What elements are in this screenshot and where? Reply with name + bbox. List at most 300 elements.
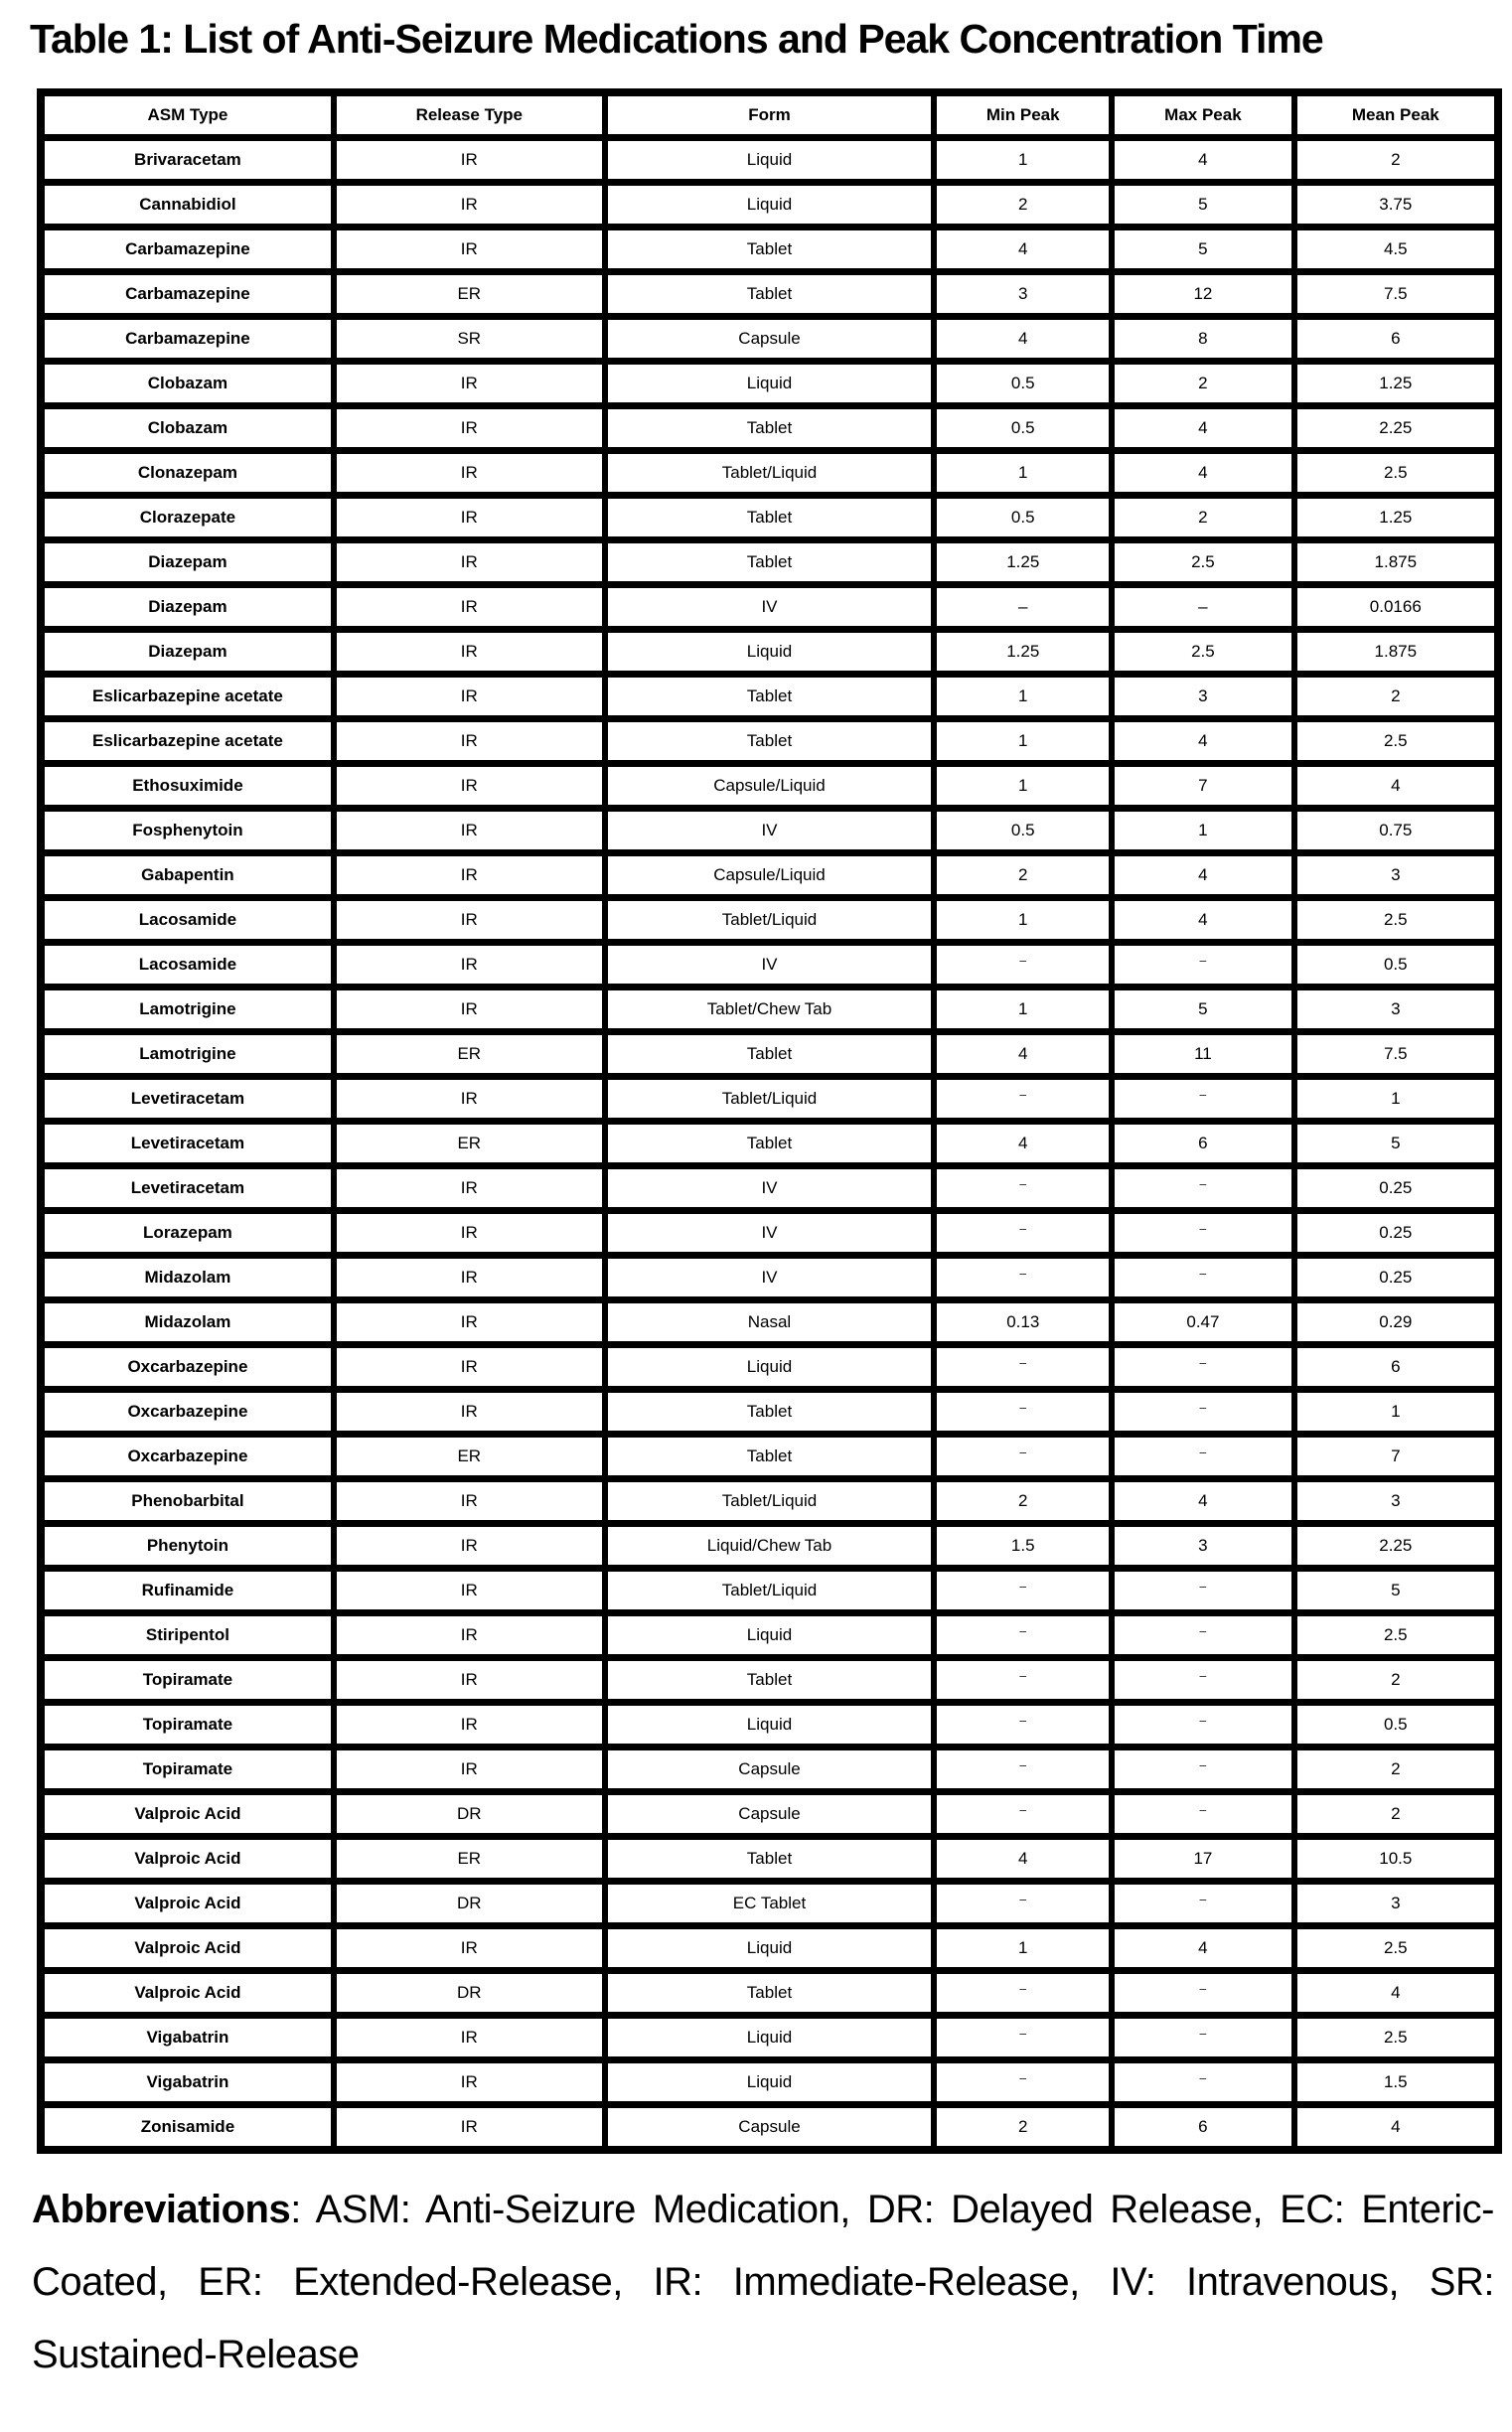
max-peak-cell: ⁻ bbox=[1112, 1390, 1293, 1435]
asm-type-cell: Phenytoin bbox=[41, 1524, 334, 1569]
mean-peak-cell: 2 bbox=[1294, 675, 1498, 719]
max-peak-cell: 7 bbox=[1112, 764, 1293, 809]
mean-peak-cell: 5 bbox=[1294, 1122, 1498, 1166]
min-peak-cell: 0.5 bbox=[934, 406, 1112, 451]
min-peak-cell: ⁻ bbox=[934, 1658, 1112, 1703]
column-header: Mean Peak bbox=[1294, 92, 1498, 138]
max-peak-cell: ⁻ bbox=[1112, 1971, 1293, 2016]
table-row bbox=[41, 451, 1498, 496]
mean-peak-cell: 0.0166 bbox=[1294, 585, 1498, 630]
mean-peak-cell: 2.5 bbox=[1294, 2016, 1498, 2060]
max-peak-cell: ⁻ bbox=[1112, 1569, 1293, 1613]
mean-peak-cell: 0.5 bbox=[1294, 943, 1498, 988]
table-row bbox=[41, 2016, 1498, 2060]
table-row bbox=[41, 1882, 1498, 1926]
asm-type-cell: Topiramate bbox=[41, 1658, 334, 1703]
mean-peak-cell: 0.25 bbox=[1294, 1256, 1498, 1300]
min-peak-cell: ⁻ bbox=[934, 1166, 1112, 1211]
table-row bbox=[41, 183, 1498, 228]
form-cell: Liquid bbox=[605, 183, 935, 228]
table-row bbox=[41, 1211, 1498, 1256]
release-type-cell: SR bbox=[334, 317, 605, 362]
release-type-cell: IR bbox=[334, 1524, 605, 1569]
release-type-cell: IR bbox=[334, 1748, 605, 1792]
form-cell: Tablet bbox=[605, 496, 935, 540]
max-peak-cell: ⁻ bbox=[1112, 1658, 1293, 1703]
min-peak-cell: 0.13 bbox=[934, 1300, 1112, 1345]
max-peak-cell: 4 bbox=[1112, 451, 1293, 496]
table-row bbox=[41, 1077, 1498, 1122]
release-type-cell: IR bbox=[334, 138, 605, 183]
mean-peak-cell: 2 bbox=[1294, 1748, 1498, 1792]
form-cell: IV bbox=[605, 1166, 935, 1211]
asm-type-cell: Carbamazepine bbox=[41, 272, 334, 317]
release-type-cell: IR bbox=[334, 675, 605, 719]
asm-type-cell: Vigabatrin bbox=[41, 2060, 334, 2105]
table-row bbox=[41, 1390, 1498, 1435]
form-cell: Capsule/Liquid bbox=[605, 764, 935, 809]
form-cell: Tablet bbox=[605, 1032, 935, 1077]
mean-peak-cell: 4 bbox=[1294, 2105, 1498, 2151]
release-type-cell: IR bbox=[334, 1926, 605, 1971]
table-row bbox=[41, 1166, 1498, 1211]
form-cell: Tablet/Liquid bbox=[605, 1479, 935, 1524]
table-row bbox=[41, 585, 1498, 630]
mean-peak-cell: 0.5 bbox=[1294, 1703, 1498, 1748]
min-peak-cell: ⁻ bbox=[934, 1211, 1112, 1256]
release-type-cell: IR bbox=[334, 1613, 605, 1658]
min-peak-cell: ⁻ bbox=[934, 1390, 1112, 1435]
release-type-cell: IR bbox=[334, 2105, 605, 2151]
asm-type-cell: Valproic Acid bbox=[41, 1837, 334, 1882]
asm-type-cell: Eslicarbazepine acetate bbox=[41, 675, 334, 719]
mean-peak-cell: 4 bbox=[1294, 764, 1498, 809]
mean-peak-cell: 1.5 bbox=[1294, 2060, 1498, 2105]
form-cell: Tablet bbox=[605, 1435, 935, 1479]
min-peak-cell: ⁻ bbox=[934, 1792, 1112, 1837]
max-peak-cell: 3 bbox=[1112, 1524, 1293, 1569]
table-row bbox=[41, 272, 1498, 317]
max-peak-cell: 6 bbox=[1112, 1122, 1293, 1166]
max-peak-cell: 6 bbox=[1112, 2105, 1293, 2151]
release-type-cell: IR bbox=[334, 183, 605, 228]
release-type-cell: ER bbox=[334, 1032, 605, 1077]
table-row bbox=[41, 362, 1498, 406]
mean-peak-cell: 3 bbox=[1294, 1479, 1498, 1524]
form-cell: Liquid bbox=[605, 1345, 935, 1390]
abbreviations-label: Abbreviations bbox=[32, 2188, 291, 2231]
asm-type-cell: Valproic Acid bbox=[41, 1926, 334, 1971]
asm-type-cell: Carbamazepine bbox=[41, 228, 334, 272]
max-peak-cell: 0.47 bbox=[1112, 1300, 1293, 1345]
release-type-cell: DR bbox=[334, 1971, 605, 2016]
mean-peak-cell: 1.875 bbox=[1294, 630, 1498, 675]
table-row bbox=[41, 1926, 1498, 1971]
asm-type-cell: Brivaracetam bbox=[41, 138, 334, 183]
column-header: Form bbox=[605, 92, 935, 138]
min-peak-cell: ⁻ bbox=[934, 1077, 1112, 1122]
min-peak-cell: ⁻ bbox=[934, 1748, 1112, 1792]
mean-peak-cell: 7.5 bbox=[1294, 1032, 1498, 1077]
table-row bbox=[41, 1569, 1498, 1613]
footer-abbreviations bbox=[32, 2174, 1494, 2390]
max-peak-cell: ⁻ bbox=[1112, 1703, 1293, 1748]
table-row bbox=[41, 496, 1498, 540]
mean-peak-cell: 1.25 bbox=[1294, 362, 1498, 406]
min-peak-cell: 1 bbox=[934, 719, 1112, 764]
release-type-cell: IR bbox=[334, 451, 605, 496]
column-header: Min Peak bbox=[934, 92, 1112, 138]
table-row bbox=[41, 1435, 1498, 1479]
release-type-cell: IR bbox=[334, 540, 605, 585]
asm-type-cell: Clobazam bbox=[41, 362, 334, 406]
min-peak-cell: 1 bbox=[934, 898, 1112, 943]
mean-peak-cell: 6 bbox=[1294, 317, 1498, 362]
table-row bbox=[41, 943, 1498, 988]
min-peak-cell: 4 bbox=[934, 1837, 1112, 1882]
mean-peak-cell: 0.75 bbox=[1294, 809, 1498, 853]
asm-type-cell: Levetiracetam bbox=[41, 1122, 334, 1166]
max-peak-cell: 4 bbox=[1112, 406, 1293, 451]
max-peak-cell: ⁻ bbox=[1112, 1345, 1293, 1390]
release-type-cell: IR bbox=[334, 1166, 605, 1211]
min-peak-cell: ⁻ bbox=[934, 1971, 1112, 2016]
min-peak-cell: ⁻ bbox=[934, 1613, 1112, 1658]
mean-peak-cell: 0.25 bbox=[1294, 1166, 1498, 1211]
table-row bbox=[41, 228, 1498, 272]
min-peak-cell: 1.25 bbox=[934, 540, 1112, 585]
form-cell: IV bbox=[605, 585, 935, 630]
mean-peak-cell: 2.25 bbox=[1294, 1524, 1498, 1569]
max-peak-cell: 4 bbox=[1112, 719, 1293, 764]
max-peak-cell: 2 bbox=[1112, 362, 1293, 406]
form-cell: Tablet/Liquid bbox=[605, 1569, 935, 1613]
form-cell: Tablet bbox=[605, 1971, 935, 2016]
form-cell: Liquid bbox=[605, 1613, 935, 1658]
asm-type-cell: Zonisamide bbox=[41, 2105, 334, 2151]
release-type-cell: ER bbox=[334, 1837, 605, 1882]
release-type-cell: IR bbox=[334, 1211, 605, 1256]
asm-type-cell: Midazolam bbox=[41, 1256, 334, 1300]
table-row bbox=[41, 719, 1498, 764]
mean-peak-cell: 2.5 bbox=[1294, 1613, 1498, 1658]
release-type-cell: IR bbox=[334, 2016, 605, 2060]
mean-peak-cell: 2 bbox=[1294, 138, 1498, 183]
mean-peak-cell: 2.25 bbox=[1294, 406, 1498, 451]
asm-type-cell: Carbamazepine bbox=[41, 317, 334, 362]
form-cell: Tablet bbox=[605, 228, 935, 272]
form-cell: Tablet bbox=[605, 540, 935, 585]
release-type-cell: IR bbox=[334, 943, 605, 988]
min-peak-cell: 2 bbox=[934, 183, 1112, 228]
min-peak-cell: 2 bbox=[934, 853, 1112, 898]
min-peak-cell: 0.5 bbox=[934, 809, 1112, 853]
table-row bbox=[41, 1479, 1498, 1524]
asm-type-cell: Phenobarbital bbox=[41, 1479, 334, 1524]
table-row bbox=[41, 2060, 1498, 2105]
form-cell: Tablet/Chew Tab bbox=[605, 988, 935, 1032]
table-row bbox=[41, 630, 1498, 675]
mean-peak-cell: 2 bbox=[1294, 1658, 1498, 1703]
form-cell: Tablet bbox=[605, 1658, 935, 1703]
mean-peak-cell: 10.5 bbox=[1294, 1837, 1498, 1882]
min-peak-cell: 4 bbox=[934, 1122, 1112, 1166]
form-cell: IV bbox=[605, 1211, 935, 1256]
mean-peak-cell: 1.25 bbox=[1294, 496, 1498, 540]
form-cell: Tablet bbox=[605, 406, 935, 451]
mean-peak-cell: 2.5 bbox=[1294, 719, 1498, 764]
min-peak-cell: ⁻ bbox=[934, 1703, 1112, 1748]
max-peak-cell: ⁻ bbox=[1112, 1211, 1293, 1256]
release-type-cell: IR bbox=[334, 585, 605, 630]
release-type-cell: IR bbox=[334, 853, 605, 898]
table-row bbox=[41, 1613, 1498, 1658]
min-peak-cell: 1 bbox=[934, 138, 1112, 183]
max-peak-cell: 11 bbox=[1112, 1032, 1293, 1077]
form-cell: Liquid bbox=[605, 138, 935, 183]
release-type-cell: DR bbox=[334, 1792, 605, 1837]
form-cell: Capsule bbox=[605, 2105, 935, 2151]
mean-peak-cell: 7.5 bbox=[1294, 272, 1498, 317]
release-type-cell: IR bbox=[334, 1077, 605, 1122]
table-row bbox=[41, 1122, 1498, 1166]
asm-type-cell: Lamotrigine bbox=[41, 1032, 334, 1077]
form-cell: Liquid bbox=[605, 2060, 935, 2105]
max-peak-cell: ⁻ bbox=[1112, 1166, 1293, 1211]
max-peak-cell: 3 bbox=[1112, 675, 1293, 719]
asm-medications-table bbox=[37, 88, 1502, 2154]
min-peak-cell: 1.5 bbox=[934, 1524, 1112, 1569]
mean-peak-cell: 3 bbox=[1294, 1882, 1498, 1926]
asm-type-cell: Lacosamide bbox=[41, 898, 334, 943]
release-type-cell: IR bbox=[334, 1390, 605, 1435]
form-cell: Tablet bbox=[605, 1390, 935, 1435]
asm-type-cell: Diazepam bbox=[41, 585, 334, 630]
max-peak-cell: 4 bbox=[1112, 1926, 1293, 1971]
max-peak-cell: 5 bbox=[1112, 228, 1293, 272]
table-row bbox=[41, 764, 1498, 809]
max-peak-cell: 2.5 bbox=[1112, 630, 1293, 675]
table-row bbox=[41, 809, 1498, 853]
release-type-cell: IR bbox=[334, 1569, 605, 1613]
min-peak-cell: 0.5 bbox=[934, 362, 1112, 406]
form-cell: Tablet/Liquid bbox=[605, 1077, 935, 1122]
column-header: Release Type bbox=[334, 92, 605, 138]
mean-peak-cell: 0.25 bbox=[1294, 1211, 1498, 1256]
page-title: Table 1: List of Anti-Seizure Medications and Peak Concentration Time bbox=[30, 16, 1323, 62]
asm-type-cell: Oxcarbazepine bbox=[41, 1345, 334, 1390]
max-peak-cell: 1 bbox=[1112, 809, 1293, 853]
min-peak-cell: 1 bbox=[934, 764, 1112, 809]
release-type-cell: IR bbox=[334, 1703, 605, 1748]
min-peak-cell: 1.25 bbox=[934, 630, 1112, 675]
max-peak-cell: 5 bbox=[1112, 183, 1293, 228]
max-peak-cell: 5 bbox=[1112, 988, 1293, 1032]
max-peak-cell: ⁻ bbox=[1112, 943, 1293, 988]
asm-type-cell: Lorazepam bbox=[41, 1211, 334, 1256]
min-peak-cell: 4 bbox=[934, 228, 1112, 272]
table-row bbox=[41, 1524, 1498, 1569]
form-cell: Liquid bbox=[605, 362, 935, 406]
table-row bbox=[41, 1300, 1498, 1345]
asm-type-cell: Oxcarbazepine bbox=[41, 1390, 334, 1435]
column-header: ASM Type bbox=[41, 92, 334, 138]
form-cell: Liquid bbox=[605, 1703, 935, 1748]
max-peak-cell: 4 bbox=[1112, 898, 1293, 943]
asm-type-cell: Fosphenytoin bbox=[41, 809, 334, 853]
asm-type-cell: Stiripentol bbox=[41, 1613, 334, 1658]
table-row bbox=[41, 406, 1498, 451]
mean-peak-cell: 4 bbox=[1294, 1971, 1498, 2016]
release-type-cell: IR bbox=[334, 406, 605, 451]
min-peak-cell: – bbox=[934, 585, 1112, 630]
release-type-cell: DR bbox=[334, 1882, 605, 1926]
asm-type-cell: Diazepam bbox=[41, 630, 334, 675]
asm-type-cell: Valproic Acid bbox=[41, 1971, 334, 2016]
asm-type-cell: Lacosamide bbox=[41, 943, 334, 988]
release-type-cell: IR bbox=[334, 988, 605, 1032]
min-peak-cell: ⁻ bbox=[934, 1882, 1112, 1926]
table-row bbox=[41, 1792, 1498, 1837]
max-peak-cell: ⁻ bbox=[1112, 1256, 1293, 1300]
min-peak-cell: 0.5 bbox=[934, 496, 1112, 540]
form-cell: IV bbox=[605, 943, 935, 988]
table-row bbox=[41, 1256, 1498, 1300]
mean-peak-cell: 3 bbox=[1294, 853, 1498, 898]
mean-peak-cell: 2.5 bbox=[1294, 1926, 1498, 1971]
asm-type-cell: Rufinamide bbox=[41, 1569, 334, 1613]
release-type-cell: IR bbox=[334, 496, 605, 540]
form-cell: Tablet bbox=[605, 719, 935, 764]
max-peak-cell: ⁻ bbox=[1112, 2060, 1293, 2105]
asm-type-cell: Clonazepam bbox=[41, 451, 334, 496]
release-type-cell: IR bbox=[334, 898, 605, 943]
mean-peak-cell: 3.75 bbox=[1294, 183, 1498, 228]
form-cell: Liquid/Chew Tab bbox=[605, 1524, 935, 1569]
min-peak-cell: 2 bbox=[934, 1479, 1112, 1524]
table-row bbox=[41, 1837, 1498, 1882]
max-peak-cell: 8 bbox=[1112, 317, 1293, 362]
min-peak-cell: 1 bbox=[934, 675, 1112, 719]
min-peak-cell: ⁻ bbox=[934, 1435, 1112, 1479]
release-type-cell: IR bbox=[334, 228, 605, 272]
min-peak-cell: ⁻ bbox=[934, 943, 1112, 988]
release-type-cell: IR bbox=[334, 719, 605, 764]
form-cell: Tablet bbox=[605, 272, 935, 317]
max-peak-cell: ⁻ bbox=[1112, 1882, 1293, 1926]
mean-peak-cell: 1 bbox=[1294, 1077, 1498, 1122]
mean-peak-cell: 6 bbox=[1294, 1345, 1498, 1390]
form-cell: Tablet/Liquid bbox=[605, 898, 935, 943]
asm-type-cell: Diazepam bbox=[41, 540, 334, 585]
max-peak-cell: ⁻ bbox=[1112, 1613, 1293, 1658]
asm-type-cell: Cannabidiol bbox=[41, 183, 334, 228]
max-peak-cell: 4 bbox=[1112, 853, 1293, 898]
min-peak-cell: ⁻ bbox=[934, 1256, 1112, 1300]
release-type-cell: ER bbox=[334, 272, 605, 317]
mean-peak-cell: 7 bbox=[1294, 1435, 1498, 1479]
asm-type-cell: Clobazam bbox=[41, 406, 334, 451]
table-row bbox=[41, 1658, 1498, 1703]
form-cell: Liquid bbox=[605, 2016, 935, 2060]
form-cell: Tablet/Liquid bbox=[605, 451, 935, 496]
asm-type-cell: Midazolam bbox=[41, 1300, 334, 1345]
asm-type-cell: Gabapentin bbox=[41, 853, 334, 898]
release-type-cell: IR bbox=[334, 2060, 605, 2105]
min-peak-cell: ⁻ bbox=[934, 1569, 1112, 1613]
form-cell: Capsule/Liquid bbox=[605, 853, 935, 898]
min-peak-cell: 3 bbox=[934, 272, 1112, 317]
min-peak-cell: 4 bbox=[934, 1032, 1112, 1077]
max-peak-cell: 17 bbox=[1112, 1837, 1293, 1882]
max-peak-cell: ⁻ bbox=[1112, 1435, 1293, 1479]
mean-peak-cell: 5 bbox=[1294, 1569, 1498, 1613]
release-type-cell: IR bbox=[334, 809, 605, 853]
release-type-cell: IR bbox=[334, 1300, 605, 1345]
max-peak-cell: 4 bbox=[1112, 138, 1293, 183]
mean-peak-cell: 4.5 bbox=[1294, 228, 1498, 272]
release-type-cell: IR bbox=[334, 1256, 605, 1300]
table-row bbox=[41, 317, 1498, 362]
asm-type-cell: Valproic Acid bbox=[41, 1882, 334, 1926]
min-peak-cell: ⁻ bbox=[934, 2016, 1112, 2060]
form-cell: Tablet bbox=[605, 675, 935, 719]
form-cell: Capsule bbox=[605, 1748, 935, 1792]
asm-type-cell: Oxcarbazepine bbox=[41, 1435, 334, 1479]
mean-peak-cell: 1 bbox=[1294, 1390, 1498, 1435]
min-peak-cell: 1 bbox=[934, 1926, 1112, 1971]
asm-type-cell: Clorazepate bbox=[41, 496, 334, 540]
abbreviations-text: : ASM: Anti-Seizure Medication, DR: Delayed Release, EC: Enteric-Coated, ER: Extended-Release, IR: Immediate-Release, IV: Intravenous, SR: Sustained-Release bbox=[32, 2188, 1494, 2376]
table-row bbox=[41, 1032, 1498, 1077]
mean-peak-cell: 0.29 bbox=[1294, 1300, 1498, 1345]
table-row bbox=[41, 1703, 1498, 1748]
asm-type-cell: Valproic Acid bbox=[41, 1792, 334, 1837]
release-type-cell: IR bbox=[334, 1658, 605, 1703]
release-type-cell: IR bbox=[334, 764, 605, 809]
max-peak-cell: 2.5 bbox=[1112, 540, 1293, 585]
table-row bbox=[41, 1971, 1498, 2016]
table-row bbox=[41, 1748, 1498, 1792]
max-peak-cell: ⁻ bbox=[1112, 1748, 1293, 1792]
asm-type-cell: Levetiracetam bbox=[41, 1166, 334, 1211]
mean-peak-cell: 1.875 bbox=[1294, 540, 1498, 585]
column-header: Max Peak bbox=[1112, 92, 1293, 138]
min-peak-cell: 1 bbox=[934, 988, 1112, 1032]
form-cell: Capsule bbox=[605, 1792, 935, 1837]
asm-type-cell: Vigabatrin bbox=[41, 2016, 334, 2060]
table-row bbox=[41, 138, 1498, 183]
min-peak-cell: 4 bbox=[934, 317, 1112, 362]
form-cell: Tablet bbox=[605, 1837, 935, 1882]
table-row bbox=[41, 988, 1498, 1032]
asm-type-cell: Topiramate bbox=[41, 1748, 334, 1792]
mean-peak-cell: 2 bbox=[1294, 1792, 1498, 1837]
asm-type-cell: Topiramate bbox=[41, 1703, 334, 1748]
min-peak-cell: 2 bbox=[934, 2105, 1112, 2151]
max-peak-cell: – bbox=[1112, 585, 1293, 630]
form-cell: Tablet bbox=[605, 1122, 935, 1166]
max-peak-cell: 4 bbox=[1112, 1479, 1293, 1524]
form-cell: Liquid bbox=[605, 630, 935, 675]
min-peak-cell: ⁻ bbox=[934, 2060, 1112, 2105]
asm-type-cell: Ethosuximide bbox=[41, 764, 334, 809]
table-header-row bbox=[41, 92, 1498, 138]
form-cell: Nasal bbox=[605, 1300, 935, 1345]
asm-type-cell: Levetiracetam bbox=[41, 1077, 334, 1122]
mean-peak-cell: 3 bbox=[1294, 988, 1498, 1032]
mean-peak-cell: 2.5 bbox=[1294, 898, 1498, 943]
